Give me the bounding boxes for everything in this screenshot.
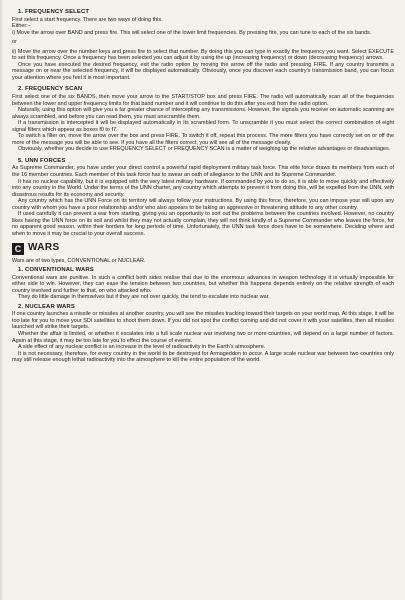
wars-title: WARS: [28, 242, 60, 254]
paragraph: As Supreme Commander, you have under your direct control a powerful rapid deployment military task force. This elite force draws its members from each of the 16 member countries. Each member of this task force has to swear an oath of allegiance to the UNN and its Supreme Commander.: [12, 165, 394, 179]
paragraph: It is not necessary, therefore, for every country in the world to be destroyed for Armageddon to occur. A large scale nuclear war between two countries only may still release enough lethal radioactivity into the atmosphere to kill the entire population of the world.: [12, 350, 394, 364]
paragraph: If a transmission is intercepted it will be displayed automatically in its scrambled form. To unscramble it you must select the correct combination of eight signal filters which appear as boxes f0 to f7.: [12, 120, 394, 133]
paragraph: ii) Move the arrow over the number keys and press fire to select that number. By doing this you can type in exactly the frequency you want. Select EXECUTE to set this frequency. Once a frequency has been selected you can adjust it by using the up (increasing frequency) or down (decreasing frequency) arrows.: [12, 48, 394, 62]
paragraph: To switch a filter on, move the arrow over the box and press FIRE. To switch it off, repeat this process. The more filters you have correctly set on or off the more of the message you will be able to see. If you have all the filters correct, you will see all of the message clearly.: [12, 133, 394, 146]
paragraph: i) Move the arrow over BAND and press fire. This will select one of the lower limit frequencies. By pressing fire, you can tune to each of the six bands.: [12, 29, 372, 36]
paragraph: Either:–: [12, 23, 31, 30]
paragraph: If used carefully it can prevent a war from starting, giving you an opportunity to sort out the problems between the countries involved. However, no country likes having the UNN force on its soil and whilst they may not actually complain, they will not think kindly of a Supreme Commander who leaves the force, for no apparent good reason, within their borders for long periods of time. Unfortunately, the UNN task force does have to be somewhere. Deciding where and when to move it may be crucial to your overall success.: [12, 211, 394, 237]
section-unn-forces: [12, 158, 394, 238]
paragraph: Once you have executed the desired frequency, exit the radio option by moving the arrow off the radio and pressing FIRE. If any country transmits a message on or near the selected frequency, it will be displayed automatically. Obviously, once you discover each country's transmission band, you can focus your attention where you feel it is most important.: [12, 61, 394, 81]
section-frequency-select: [12, 9, 394, 81]
paragraph: They do little damage in themselves but if they are not over quickly, the tend to escalate into nuclear war.: [18, 294, 270, 301]
paragraph: Conventional wars are punitive. In such a conflict both sides realise that due to the enormous advances in weapon technology it is virtually impossible for either side to win. However, they can ease the tension between two countries, but whether this happens depends entirely on the relative strength of each country involved and further to that, on who attacked who.: [12, 274, 394, 294]
section-frequency-scan: [12, 86, 394, 152]
paragraph: It has no nuclear capability, but it is equipped with the very latest military hardware. If commanded by you to do so, it is able to move quickly and effectively into any country in the World. Under the terms of the UNN charter, any country which attempts to prevent it from doing this, will be expelled from the UNN, with disastrous results for its economy and security.: [12, 178, 394, 198]
paragraph: Naturally, using this option will give you a far greater chance of intercepting any transmissions. However, the signals you receive on automatic scanning are always scrambled, and before you can read them, you must unscramble them.: [12, 107, 394, 120]
wars-header: [12, 243, 394, 255]
section-wars: [12, 258, 394, 364]
paragraph: First select one of the six BANDS, then move your arrow to the START/STOP box and press FIRE. The radio will automatically scan all of the frequencies between the lower and upper frequency limits for that band number and it will continue to do this after you exit from the radio option.: [12, 94, 394, 107]
heading-conventional-wars: 1. CONVENTIONAL WARS: [18, 267, 94, 274]
paragraph: First select a start frequency. There are two ways of doing this.: [12, 16, 163, 23]
heading-frequency-select: 1. FREQUENCY SELECT: [18, 9, 90, 15]
section-c-icon: C: [12, 243, 24, 255]
paragraph: A side effect of any nuclear conflict is an increase in the level of radioactivity in the Earth's atmosphere.: [18, 344, 266, 351]
paragraph: Wars are of two types, CONVENTIONAL or NUCLEAR.: [12, 257, 146, 264]
paragraph: Obviously, whether you decide to use FREQUENCY SELECT or FREQUENCY SCAN is a matter of weighing up the relative advantages or disadvantages.: [18, 146, 391, 153]
paragraph: Any country which has the UNN Force on its territory will always follow your instructions. By using this force, therefore, you can impose your will upon any country with whom you have a poor relationship and/or who also appears to be taking an aggressive or threatening attitude to any other country.: [12, 198, 394, 211]
heading-unn-forces: 5. UNN FORCES: [18, 157, 66, 164]
paragraph: If one country launches a missile or missiles at another country, you will see the missiles tracking toward their targets on your world map. At this stage, it will be too late for you to move your SDI satellites to shoot them down. If you did not spot the conflict coming and did not cover it with your satellites, then all missiles launched will strike their targets.: [12, 311, 394, 331]
paragraph: Whether the affair is limited, or whether it escalates into a full scale nuclear war involving two or more countries, will depend on a large number of factors. Again at this stage, it may be too late for you to effect the course of events.: [12, 330, 394, 344]
paragraph: or: [12, 39, 17, 46]
heading-nuclear-wars: 2. NUCLEAR WARS: [18, 303, 75, 310]
heading-frequency-scan: 2. FREQUENCY SCAN: [18, 86, 83, 93]
